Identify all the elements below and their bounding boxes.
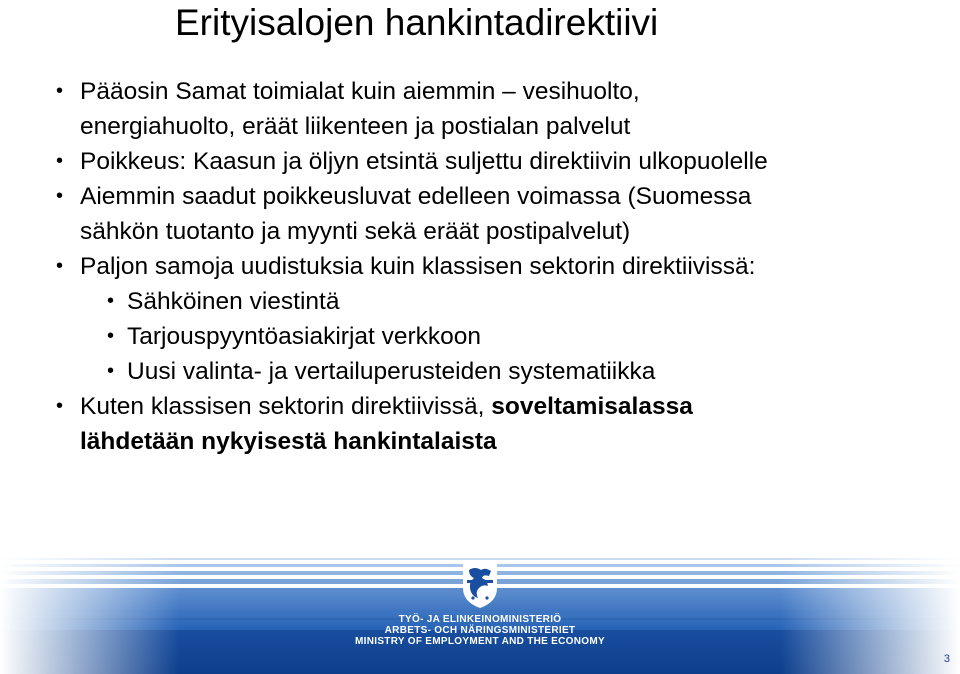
bullet-line: energiahuolto, eräät liikenteen ja postialan palvelut [80, 113, 631, 140]
bullet-line: Uusi valinta- ja vertailuperusteiden systematiikka [127, 358, 656, 385]
bullet-line: Aiemmin saadut poikkeusluvat edelleen voimassa (Suomessa [80, 183, 752, 210]
bullet-bold-text: soveltamisalassa [491, 393, 693, 420]
bullet-dot: • [107, 290, 115, 312]
page-number: 3 [943, 653, 950, 665]
bullet-item [0, 179, 960, 249]
bullet-dot: • [107, 360, 115, 382]
bullet-dot: • [107, 325, 115, 347]
sub-bullet-item [0, 354, 960, 389]
bullet-line: Poikkeus: Kaasun ja öljyn etsintä suljettu direktiivin ulkopuolelle [80, 148, 768, 175]
bullet-dot: • [56, 185, 64, 207]
bullet-line: Sähköinen viestintä [127, 288, 340, 315]
bullet-item [0, 389, 960, 459]
sub-bullet-item [0, 284, 960, 319]
bullet-line: sähkön tuotanto ja myynti sekä eräät postipalvelut) [80, 218, 631, 245]
ministry-name-sv: ARBETS- OCH NÄRINGSMINISTERIET [384, 625, 576, 636]
bullet-text: Kuten klassisen sektorin direktiivissä, [80, 393, 492, 420]
bullet-dot: • [56, 80, 64, 102]
bullet-dot: • [56, 150, 64, 172]
finnish-lion-crest-icon [455, 558, 505, 610]
ministry-name-fi: TYÖ- JA ELINKEINOMINISTERIÖ [398, 614, 562, 625]
ministry-footer [0, 552, 960, 674]
bullet-item [0, 74, 960, 144]
bullet-line [80, 424, 960, 459]
sub-bullet-item [0, 319, 960, 354]
bullet-list [0, 74, 960, 459]
bullet-dot: • [56, 395, 64, 417]
bullet-line [80, 389, 960, 424]
bullet-bold-text: lähdetään nykyisestä hankintalaista [80, 428, 497, 455]
slide-title: Erityisalojen hankintadirektiivi [175, 2, 659, 43]
ministry-name-en: MINISTRY OF EMPLOYMENT AND THE ECONOMY [355, 636, 605, 647]
bullet-line: Pääosin Samat toimialat kuin aiemmin – vesihuolto, [80, 78, 640, 105]
bullet-item [0, 249, 960, 284]
bullet-line: Paljon samoja uudistuksia kuin klassisen sektorin direktiivissä: [80, 253, 756, 280]
bullet-dot: • [56, 255, 64, 277]
bullet-line: Tarjouspyyntöasiakirjat verkkoon [127, 323, 482, 350]
bullet-item [0, 144, 960, 179]
